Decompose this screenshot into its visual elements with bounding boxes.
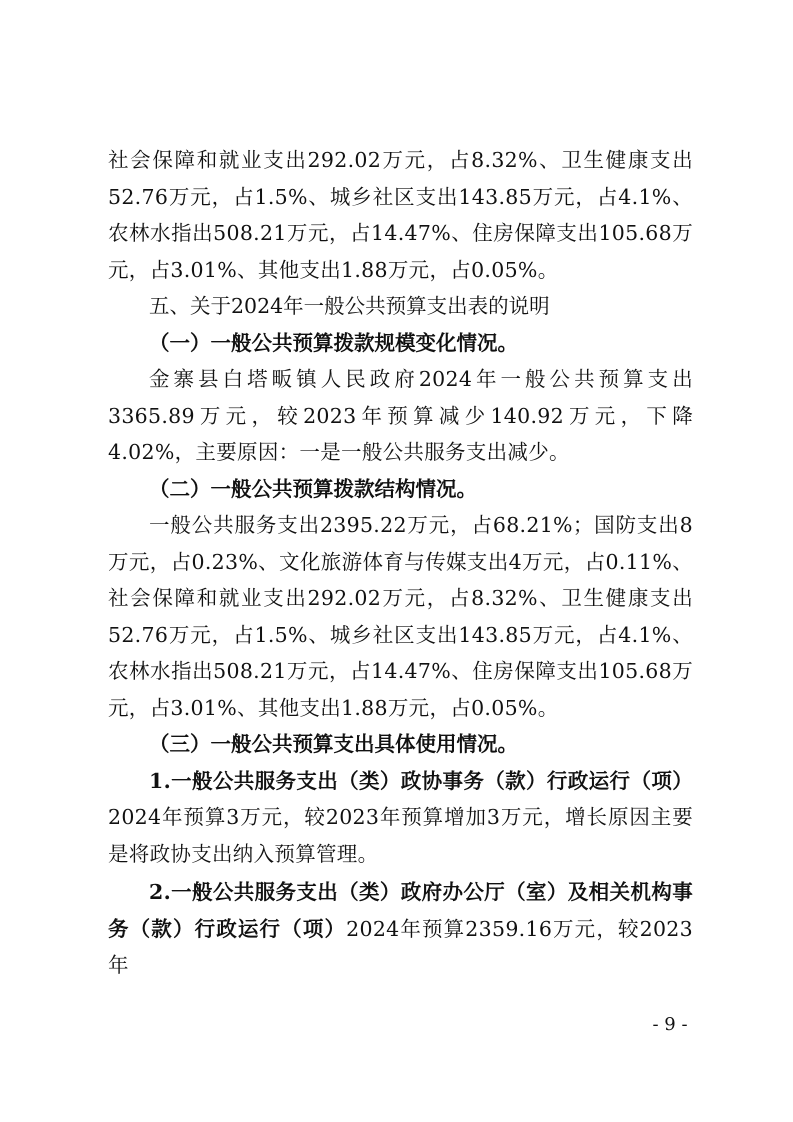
item-2-paragraph	[108, 874, 693, 984]
paragraph-structure: 一般公共服务支出2395.22万元，占68.21%；国防支出8万元，占0.23%、文化旅游体育与传媒支出4万元，占0.11%、社会保障和就业支出292.02万元，占8.32%、卫生健康支出52.76万元，占1.5%、城乡社区支出143.85万元，占4.1%、农林水指出508.21万元，占14.47%、住房保障支出105.68万元，占3.01%、其他支出1.88万元，占0.05%。	[108, 513, 693, 720]
item-2-body: 2024年预算2359.16万元，较2023年	[108, 916, 693, 977]
item-1-paragraph	[108, 763, 693, 873]
section-heading-5: 五、关于2024年一般公共预算支出表的说明	[149, 294, 550, 318]
paragraph-expenditure-structure-continued: 社会保障和就业支出292.02万元，占8.32%、卫生健康支出52.76万元，占1.5%、城乡社区支出143.85万元，占4.1%、农林水指出508.21万元，占14.47%、住房保障支出105.68万元，占3.01%、其他支出1.88万元，占0.05%。	[108, 148, 693, 282]
subheading-specific-use: （三）一般公共预算支出具体使用情况。	[149, 732, 518, 756]
page-number: - 9 -	[652, 1014, 688, 1035]
item-2-title: 2.一般公共服务支出（类）政府办公厅（室）及相关机构事务（款）行政运行（项）	[108, 880, 693, 941]
subheading-scale-change: （一）一般公共预算拨款规模变化情况。	[149, 330, 518, 355]
paragraph-scale-change: 金寨县白塔畈镇人民政府2024年一般公共预算支出3365.89万元，较2023年预算减少140.92万元，下降4.02%，主要原因：一是一般公共服务支出减少。	[108, 367, 693, 464]
item-1-body: 2024年预算3万元，较2023年预算增加3万元，增长原因主要是将政协支出纳入预算管理。	[108, 805, 693, 866]
document-body	[108, 142, 693, 984]
subheading-structure: （二）一般公共预算拨款结构情况。	[149, 476, 477, 501]
item-1-title: 1.一般公共服务支出（类）政协事务（款）行政运行（项）	[149, 768, 693, 793]
